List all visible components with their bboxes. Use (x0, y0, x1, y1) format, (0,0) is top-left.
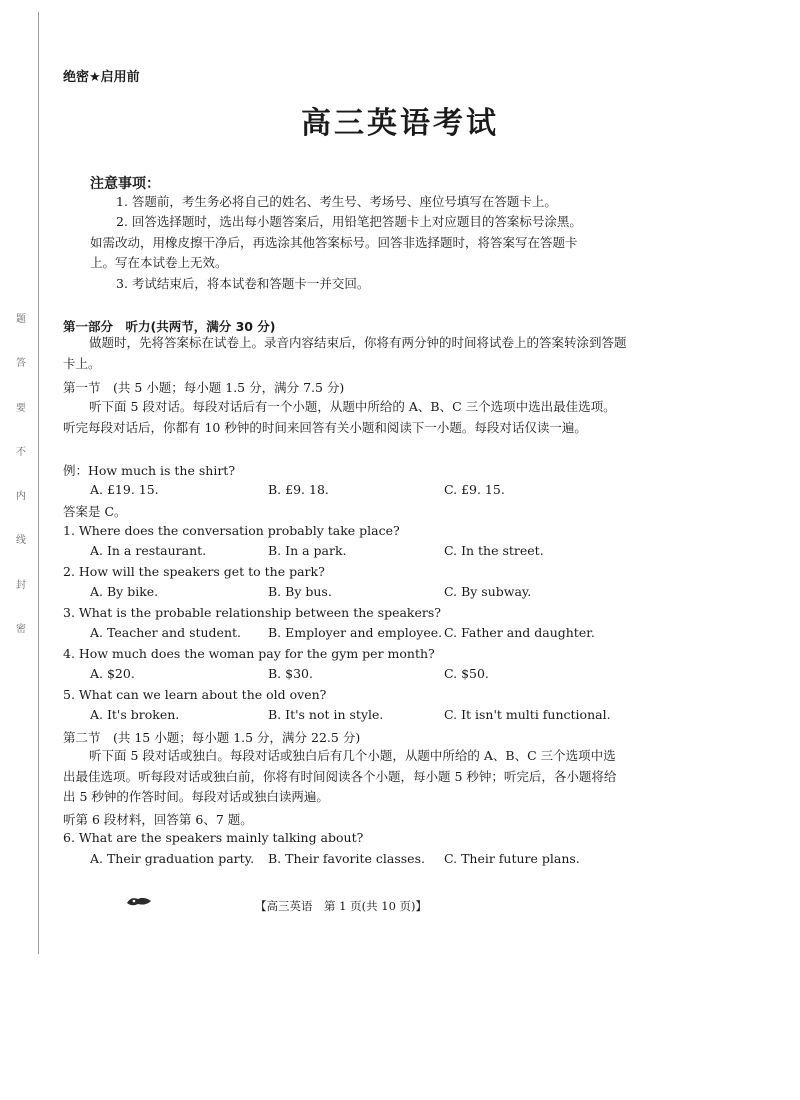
seal-char: 题 (16, 314, 26, 325)
confidential-label: 绝密★启用前 (63, 70, 140, 85)
q4-option-b: B. $30. (268, 666, 313, 681)
page-edge-line (38, 12, 39, 954)
section1-intro: 听下面 5 段对话。每段对话后有一个小题，从题中所给的 A、B、C 三个选项中选出最佳选项。听完每段对话后，你都有 10 秒钟的时间来回答有关小题和阅读下一小题。每段对话仅读一遍。 (63, 399, 616, 435)
section1-heading: 第一节 (共 5 小题；每小题 1.5 分，满分 7.5 分) (63, 380, 345, 395)
seal-char: 封 (16, 579, 26, 591)
q2-option-c: C. By subway. (444, 584, 532, 599)
question-1: 1. Where does the conversation probably take place? (63, 523, 400, 538)
q3-option-a: A. Teacher and student. (90, 625, 242, 640)
seal-char: 内 (16, 491, 26, 503)
seal-char: 要 (16, 402, 26, 414)
q4-option-a: A. $20. (90, 666, 135, 681)
q2-option-b: B. By bus. (268, 584, 332, 599)
q5-option-b: B. It's not in style. (268, 707, 384, 722)
material-note: 听第 6 段材料，回答第 6、7 题。 (63, 812, 253, 827)
q1-option-b: B. In a park. (268, 543, 347, 558)
notice-item-2: 2. 回答选择题时，选出每小题答案后，用铅笔把答题卡上对应题目的答案标号涂黑。如需改动，用橡皮擦干净后，再选涂其他答案标号。回答非选择题时，将答案写在答题卡上。写在本试卷上无效。 (90, 214, 582, 270)
notice-heading: 注意事项： (90, 176, 160, 192)
part1-intro: 做题时，先将答案标在试卷上。录音内容结束后，你将有两分钟的时间将试卷上的答案转涂到答题卡上。 (63, 335, 627, 371)
page-footer: 【高三英语 第 1 页(共 10 页)】 (255, 899, 428, 913)
q6-option-a: A. Their graduation party. (90, 851, 255, 866)
q4-option-c: C. $50. (444, 666, 489, 681)
exam-title: 高三英语考试 (301, 106, 499, 141)
example-option-b: B. £9. 18. (268, 482, 329, 497)
question-3: 3. What is the probable relationship between the speakers? (63, 605, 441, 620)
seal-char: 答 (16, 358, 26, 370)
example-option-a: A. £19. 15. (90, 482, 159, 497)
q1-option-a: A. In a restaurant. (90, 543, 207, 558)
q3-option-c: C. Father and daughter. (444, 625, 595, 640)
seal-char: 密 (16, 623, 26, 635)
example-question: 例：How much is the shirt? (63, 463, 236, 478)
q5-option-c: C. It isn't multi functional. (444, 707, 611, 722)
q2-option-a: A. By bike. (90, 584, 159, 599)
q6-option-c: C. Their future plans. (444, 851, 580, 866)
q6-option-b: B. Their favorite classes. (268, 851, 425, 866)
question-4: 4. How much does the woman pay for the gym per month? (63, 646, 435, 661)
notice-item-1: 1. 答题前，考生务必将自己的姓名、考生号、考场号、座位号填写在答题卡上。 (116, 194, 557, 209)
example-answer: 答案是 C。 (63, 504, 127, 519)
seal-char: 不 (16, 446, 26, 458)
question-5: 5. What can we learn about the old oven? (63, 687, 327, 702)
example-option-c: C. £9. 15. (444, 482, 505, 497)
seal-char: 线 (16, 535, 26, 547)
q1-option-c: C. In the street. (444, 543, 544, 558)
binding-seal-line (10, 310, 32, 635)
part1-heading: 第一部分 听力(共两节，满分 30 分) (63, 319, 276, 334)
question-6: 6. What are the speakers mainly talking about? (63, 830, 364, 845)
question-2: 2. How will the speakers get to the park? (63, 564, 325, 579)
notice-item-3: 3. 考试结束后，将本试卷和答题卡一并交回。 (116, 276, 370, 291)
section2-heading: 第二节 (共 15 小题；每小题 1.5 分，满分 22.5 分) (63, 730, 361, 745)
publisher-logo-icon (126, 895, 152, 907)
section2-intro: 听下面 5 段对话或独白。每段对话或独白后有几个小题，从题中所给的 A、B、C 三个选项中选出最佳选项。听每段对话或独白前，你将有时间阅读各个小题，每小题 5 秒钟；听完后，各小题将给出 5 秒钟的作答时间。每段对话或独白读两遍。 (63, 748, 617, 804)
q3-option-b: B. Employer and employee. (268, 625, 443, 640)
q5-option-a: A. It's broken. (90, 707, 180, 722)
